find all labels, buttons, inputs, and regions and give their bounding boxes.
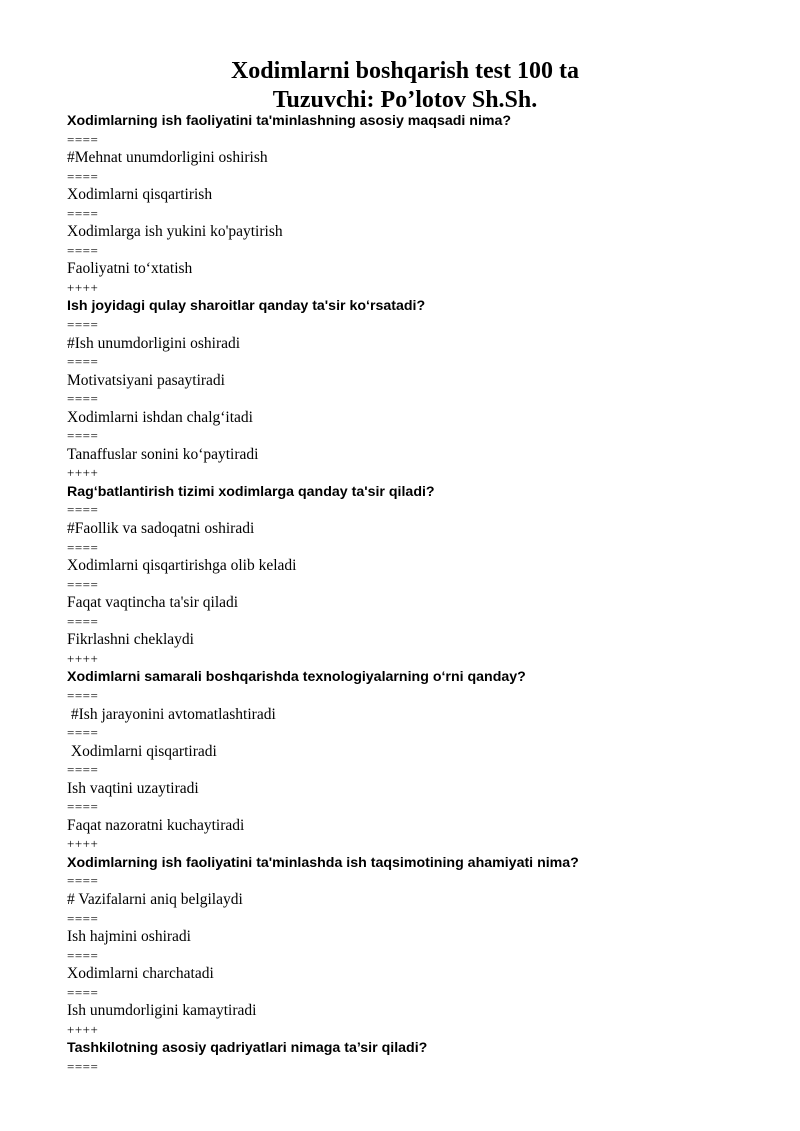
separator-line: ++++ [67,1021,99,1037]
question-text: Rag‘batlantirish tizimi xodimlarga qanday ta'sir qiladi? [67,483,435,500]
answer-option: #Faollik va sadoqatni oshiradi [67,520,255,538]
answer-option: # Vazifalarni aniq belgilaydi [67,890,243,908]
answer-option: Xodimlarga ish yukini ko'paytirish [67,223,283,241]
answer-option: Xodimlarni charchatadi [67,965,214,983]
answer-option: Ish unumdorligini kamaytiradi [67,1002,257,1020]
separator-line: ==== [67,391,99,407]
answer-option: #Ish unumdorligini oshiradi [67,334,241,352]
answer-option: Faoliyatni to‘xtatish [67,260,193,278]
answer-option: Faqat vaqtincha ta'sir qiladi [67,594,239,612]
question-text: Ish joyidagi qulay sharoitlar qanday ta'sir ko‘rsatadi? [67,298,426,315]
separator-line: ++++ [67,836,99,852]
answer-option: Faqat nazoratni kuchaytiradi [67,816,245,834]
question-text: Tashkilotning asosiy qadriyatlari nimaga ta’sir qiladi? [67,1040,428,1057]
separator-line: ==== [67,131,99,147]
separator-line: ++++ [67,279,99,295]
separator-line: ==== [67,947,99,963]
separator-line: ==== [67,354,99,370]
separator-line: ==== [67,428,99,444]
separator-line: ==== [67,910,99,926]
answer-option: Fikrlashni cheklaydi [67,631,194,649]
separator-line: ==== [67,725,99,741]
separator-line: ++++ [67,465,99,481]
answer-option: #Ish jarayonini avtomatlashtiradi [67,705,276,723]
separator-line: ==== [67,168,99,184]
answer-option: Xodimlarni qisqartirish [67,186,213,204]
answer-option: #Mehnat unumdorligini oshirish [67,149,268,167]
separator-line: ==== [67,984,99,1000]
separator-line: ==== [67,1058,99,1074]
separator-line: ==== [67,317,99,333]
question-text: Xodimlarning ish faoliyatini ta'minlashning asosiy maqsadi nima? [67,113,512,129]
answer-option: Ish vaqtini uzaytiradi [67,779,199,797]
question-text: Xodimlarning ish faoliyatini ta'minlashda ish taqsimotining ahamiyati nima? [67,854,579,871]
separator-line: ==== [67,799,99,815]
separator-line: ==== [67,762,99,778]
answer-option: Ish hajmini oshiradi [67,928,191,946]
separator-line: ==== [67,613,99,629]
separator-line: ==== [67,539,99,555]
answer-option: Xodimlarni qisqartiradi [67,742,217,760]
answer-option: Xodimlarni qisqartirishga olib keladi [67,557,297,575]
separator-line: ==== [67,873,99,889]
answer-option: Xodimlarni ishdan chalg‘itadi [67,408,253,426]
separator-line: ==== [67,687,99,703]
separator-line: ++++ [67,650,99,666]
document-author-line: Tuzuvchi: Po’lotov Sh.Sh. [272,87,538,113]
separator-line: ==== [67,205,99,221]
separator-line: ==== [67,242,99,258]
question-text: Xodimlarni samarali boshqarishda texnologiyalarning o‘rni qanday? [67,669,526,686]
separator-line: ==== [67,576,99,592]
document-title: Xodimlarni boshqarish test 100 ta [230,58,580,84]
answer-option: Motivatsiyani pasaytiradi [67,371,225,389]
separator-line: ==== [67,502,99,518]
answer-option: Tanaffuslar sonini ko‘paytiradi [67,445,259,463]
test-body [67,112,787,1076]
